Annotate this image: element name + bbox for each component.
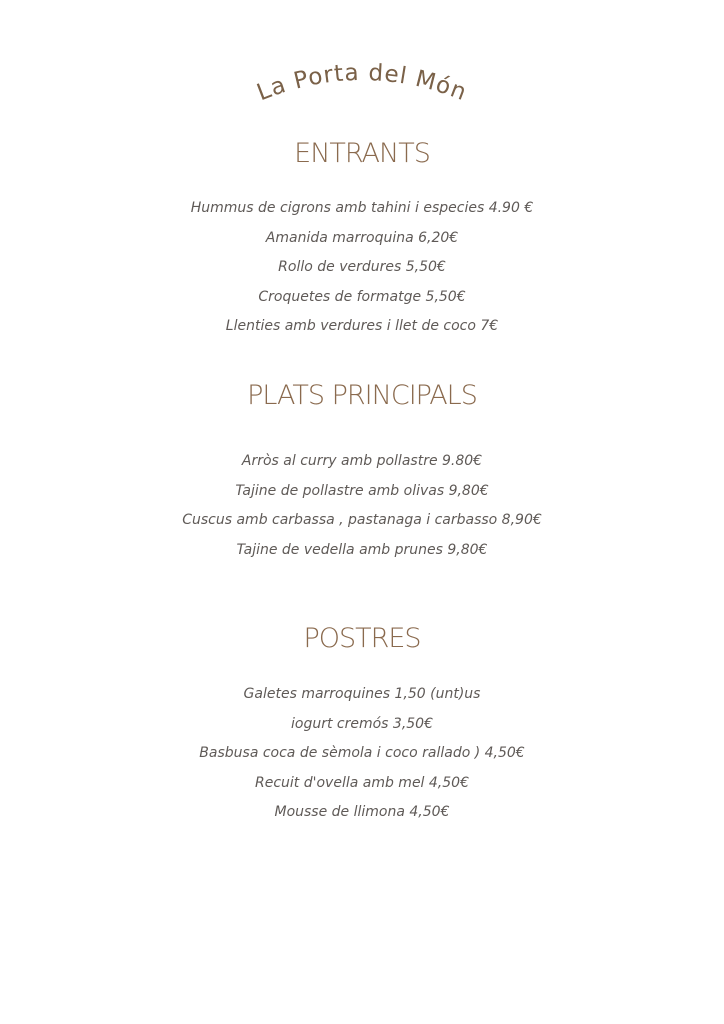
section-items-postres bbox=[0, 680, 724, 828]
menu-item: Cuscus amb carbassa , pastanaga i carbasso 8,90€ bbox=[182, 512, 542, 528]
menu-item: Croquetes de formatge 5,50€ bbox=[258, 288, 466, 305]
section-heading-postres: POSTRES bbox=[303, 623, 421, 654]
menu-item: Recuit d'ovella amb mel 4,50€ bbox=[255, 774, 469, 791]
menu-item: Tajine de vedella amb prunes 9,80€ bbox=[236, 541, 488, 558]
restaurant-title-path: La Porta del Món bbox=[253, 59, 471, 107]
menu-item: Mousse de llimona 4,50€ bbox=[274, 804, 450, 820]
menu-item: Llenties amb verdures i llet de coco 7€ bbox=[225, 318, 499, 334]
section-items-entrants bbox=[0, 194, 724, 342]
menu-item: Amanida marroquina 6,20€ bbox=[265, 229, 459, 246]
section-items-plats-principals bbox=[0, 447, 724, 565]
menu-item: Tajine de pollastre amb olivas 9,80€ bbox=[235, 482, 489, 499]
menu-item: Basbusa coca de sèmola i coco rallado ) 4,50€ bbox=[199, 745, 525, 761]
restaurant-title bbox=[0, 40, 724, 110]
menu-item: Arròs al curry amb pollastre 9.80€ bbox=[241, 453, 483, 469]
menu-item: iogurt cremós 3,50€ bbox=[290, 715, 433, 732]
menu-item: Hummus de cigrons amb tahini i especies 4.90 € bbox=[190, 200, 534, 216]
section-heading-plats-principals: PLATS PRINCIPALS bbox=[247, 380, 477, 411]
menu-item: Galetes marroquines 1,50 (unt)us bbox=[243, 686, 481, 702]
menu-item: Rollo de verdures 5,50€ bbox=[278, 259, 446, 275]
restaurant-title-text bbox=[253, 60, 470, 106]
section-heading-entrants: ENTRANTS bbox=[294, 138, 430, 169]
